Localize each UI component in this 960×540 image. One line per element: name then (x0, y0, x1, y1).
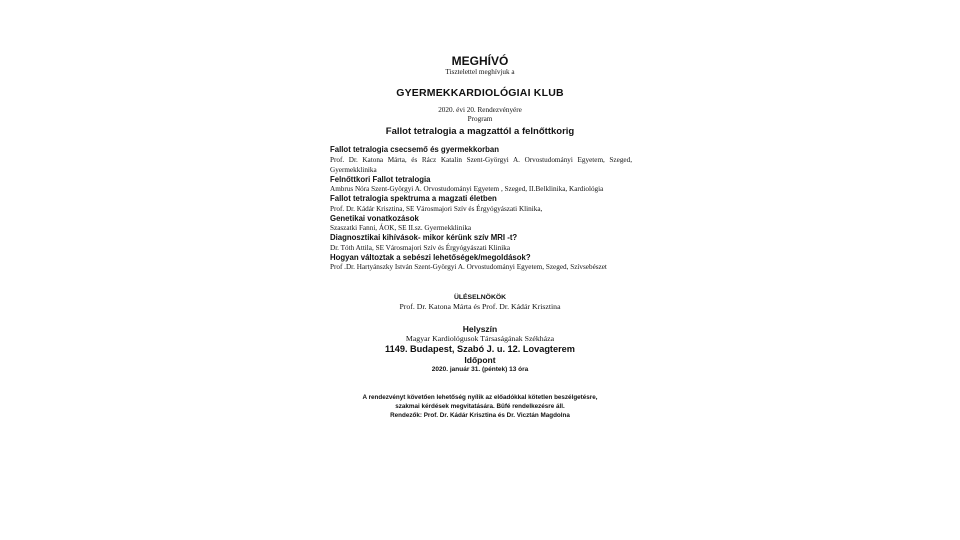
time-value: 2020. január 31. (péntek) 13 óra (431, 366, 529, 373)
invitation-document (326, 54, 634, 420)
venue-name: Magyar Kardiológusok Társaságának Székháza (405, 334, 555, 343)
program-title: Fallot tetralogia a magzattól a felnőttkorig (385, 126, 575, 137)
program-item (330, 214, 632, 234)
program-label: Program (467, 115, 493, 123)
program-item (330, 194, 632, 214)
footer-line: A rendezvényt követően lehetőség nyílik az előadókkal kötetlen beszélgetésre, (362, 394, 598, 401)
program-topic: Hogyan változtak a sebészi lehetőségek/megoldások? (330, 252, 531, 262)
program-speaker: Ambrus Nóra Szent-Györgyi A. Orvostudományi Egyetem , Szeged, II.Belklinika, Kardiológia (330, 185, 604, 193)
program-topic: Genetikai vonatkozások (330, 213, 419, 223)
footer-notes (326, 393, 634, 420)
venue-address: 1149. Budapest, Szabó J. u. 12. Lovagterem (385, 344, 575, 354)
program-speaker: Dr. Tóth Attila, SE Városmajori Szív és Érgyógyászati Klinika (330, 243, 511, 252)
program-item (330, 233, 632, 253)
chairs-names: Prof. Dr. Katona Márta és Prof. Dr. Kádár Krisztina (399, 302, 561, 311)
program-item (330, 175, 632, 195)
footer-line: szakmai kérdések megvitatására. Büfé rendelkezésre áll. (395, 403, 565, 410)
time-label: Időpont (464, 355, 496, 365)
club-name: GYERMEKKARDIOLÓGIAI KLUB (396, 87, 564, 99)
program-speaker: Prof. Dr. Katona Márta, és Rácz Katalin Szent-Györgyi A. Orvostudományi Egyetem, Szeged, Gyermekklinika (330, 155, 632, 174)
program-speaker: Prof .Dr. Hartyánszky István Szent-Györgyi A. Orvostudományi Egyetem, Szeged, Szívsebészet (330, 263, 607, 271)
program-item (330, 145, 632, 175)
program-item (330, 253, 632, 273)
program-speaker: Szaszatki Fanni, ÁOK, SE II.sz. Gyermekklinika (330, 224, 472, 232)
chairs-label: ÜLÉSELNÖKÖK (453, 294, 507, 301)
greeting-line: Tisztelettel meghívjuk a (445, 68, 515, 76)
venue-label: Helyszín (462, 324, 498, 334)
program-list (330, 145, 632, 272)
program-speaker: Prof. Dr. Kádár Krisztina, SE Városmajori Szív és Érgyógyászati Klinika, (330, 204, 543, 213)
program-topic: Diagnosztikai kihívások- mikor kérünk szív MRI -t? (330, 233, 518, 242)
invitation-title: MEGHÍVÓ (451, 54, 509, 68)
program-topic: Fallot tetralogia spektruma a magzati életben (330, 194, 497, 203)
event-date-line: 2020. évi 20. Rendezvényére (438, 106, 522, 114)
organizers-line: Rendezők: Prof. Dr. Kádár Krisztina és Dr. Vicztán Magdolna (390, 412, 570, 419)
program-topic: Fallot tetralogia csecsemő és gyermekkorban (330, 145, 500, 154)
program-topic: Felnőttkori Fallot tetralogia (330, 174, 431, 184)
